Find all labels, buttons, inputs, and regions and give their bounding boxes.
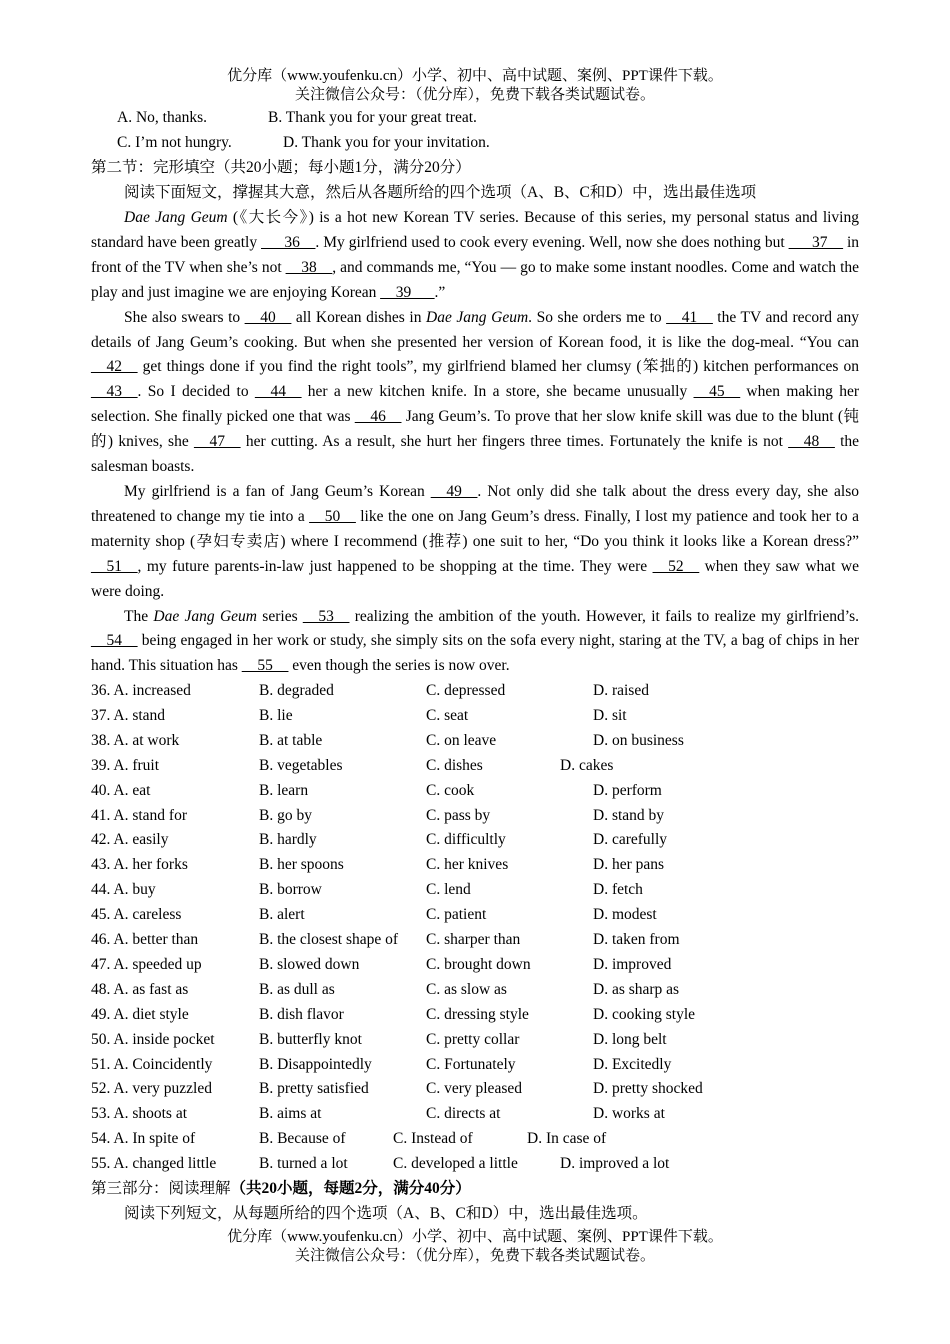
question-37-option-d: D. sit (593, 706, 627, 724)
question-45-option-a: 45. A. careless (91, 906, 182, 924)
question-39-option-b: B. vegetables (259, 756, 343, 774)
question-54-option-a: 54. A. In spite of (91, 1130, 196, 1148)
question-51-option-b: B. Disappointedly (259, 1055, 372, 1073)
question-54-option-b: B. Because of (259, 1130, 346, 1148)
question-54-option-c: C. Instead of (393, 1130, 473, 1148)
question-49-option-d: D. cooking style (593, 1005, 696, 1023)
question-37-option-a: 37. A. stand (91, 706, 166, 724)
question-55-option-b: B. turned a lot (259, 1155, 348, 1173)
question-47-option-d: D. improved (593, 955, 672, 973)
question-43-option-b: B. her spoons (259, 856, 344, 874)
question-43-option-a: 43. A. her forks (91, 856, 188, 874)
question-37-option-c: C. seat (426, 706, 469, 724)
blank-44: __44__ (254, 383, 302, 401)
blank-38: __38__ (285, 258, 333, 276)
question-51-option-d: D. Excitedly (593, 1055, 672, 1073)
section2-instruction: 阅读下面短文，撑握其大意，然后从各题所给的四个选项（A、B、C和D）中，选出最佳选项 (124, 184, 757, 201)
page-footer-line1: 优分库（www.youfenku.cn）小学、初中、高中试题、案例、PPT课件下载。 (227, 1229, 723, 1245)
question-52-option-c: C. very pleased (426, 1080, 522, 1098)
blank-37: ___37__ (788, 233, 843, 251)
blank-49: __49__ (430, 482, 478, 500)
question-40-option-c: C. cook (426, 781, 475, 799)
passage-paragraph-3: My girlfriend is a fan of Jang Geum’s Korean __49__. Not only did she talk about the dress every day, she also threatened to change my tie into a __50__ like the one on Jang Geum’s dress. Finally, I lost my patience and took her to a maternity shop (孕妇专卖店) where I recommend (推荐) one suit to her, “Do you think it looks like a Korean dress?” __51__, my future parents-in-law just happened to be shopping at the time. They were __52__ when they saw what we were doing. (91, 482, 859, 600)
question-46-option-c: C. sharper than (426, 931, 521, 948)
question-55-option-d: D. improved a lot (560, 1155, 670, 1173)
section3-instruction: 阅读下列短文，从每题所给的四个选项（A、B、C和D）中，选出最佳选项。 (124, 1205, 648, 1222)
question-44-option-d: D. fetch (593, 881, 643, 899)
question-36-option-c: C. depressed (426, 682, 506, 699)
question-43-option-c: C. her knives (426, 856, 509, 874)
section2-title: 第二节：完形填空（共20小题；每小题1分，满分20分） (91, 159, 471, 176)
question-49-option-a: 49. A. diet style (91, 1005, 189, 1023)
question-38-option-c: C. on leave (426, 731, 497, 749)
question-45-option-c: C. patient (426, 906, 487, 924)
blank-54: __54__ (91, 632, 138, 650)
question-55-option-c: C. developed a little (393, 1155, 518, 1173)
question-39-option-d: D. cakes (560, 756, 614, 774)
prev-option-b: B. Thank you for your great treat. (268, 109, 477, 126)
question-41-option-c: C. pass by (426, 806, 491, 824)
prev-option-c: C. I’m not hungry. (117, 134, 232, 151)
blank-39: __39___ (380, 283, 435, 301)
question-47-option-b: B. slowed down (259, 955, 360, 973)
question-42-option-d: D. carefully (593, 831, 668, 849)
section3-title: 第三部分：阅读理解（共20小题，每题2分，满分40分） (91, 1180, 471, 1197)
question-44-option-a: 44. A. buy (91, 881, 156, 899)
blank-52: __52__ (652, 557, 700, 575)
question-48-option-c: C. as slow as (426, 980, 507, 998)
question-41-option-a: 41. A. stand for (91, 806, 188, 824)
cloze-passage (91, 206, 859, 679)
question-36-option-a: 36. A. increased (91, 682, 191, 699)
question-46-option-b: B. the closest shape of (259, 931, 399, 948)
question-47-option-a: 47. A. speeded up (91, 955, 202, 973)
question-42-option-a: 42. A. easily (91, 831, 169, 849)
passage-paragraph-4: The Dae Jang Geum series __53__ realizing the ambition of the youth. However, it fails to realize my girlfriend’s. __54__ being engaged in her work or study, she simply sits on the sofa every night, staring at the TV, a bag of chips in her hand. This situation has __55__ even though the series is now over. (91, 607, 859, 675)
passage-paragraph-1: Dae Jang Geum (《大长今》) is a hot new Korean TV series. Because of this series, my personal status and living standard have been greatly ___36__. My girlfriend used to cook every evening. Well, now she does nothing but ___37__ in front of the TV when she’s not __38__, and commands me, “You — go to make some instant noodles. Come and watch the play and just imagine we are enjoying Korean __39___.” (91, 209, 860, 301)
question-53-option-a: 53. A. shoots at (91, 1105, 188, 1123)
blank-50: __50__ (309, 507, 356, 525)
question-53-option-b: B. aims at (259, 1105, 322, 1123)
question-46-option-d: D. taken from (593, 931, 680, 948)
question-52-option-a: 52. A. very puzzled (91, 1080, 212, 1098)
question-48-option-a: 48. A. as fast as (91, 980, 189, 998)
question-48-option-b: B. as dull as (259, 980, 335, 998)
question-38-option-d: D. on business (593, 731, 684, 749)
question-49-option-c: C. dressing style (426, 1005, 529, 1023)
question-50-option-d: D. long belt (593, 1030, 667, 1048)
question-37-option-b: B. lie (259, 706, 293, 724)
question-45-option-b: B. alert (259, 906, 305, 924)
prev-option-a: A. No, thanks. (117, 109, 207, 126)
question-52-option-b: B. pretty satisfied (259, 1080, 369, 1098)
question-52-option-d: D. pretty shocked (593, 1080, 703, 1098)
question-41-option-b: B. go by (259, 806, 312, 824)
blank-42: __42__ (91, 358, 138, 376)
blank-51: __51__ (91, 557, 138, 575)
blank-41: __41__ (666, 308, 713, 326)
question-36-option-b: B. degraded (259, 682, 334, 699)
question-55-option-a: 55. A. changed little (91, 1155, 217, 1173)
question-46-option-a: 46. A. better than (91, 931, 199, 948)
blank-47: __47__ (194, 433, 241, 451)
prev-option-d: D. Thank you for your invitation. (283, 134, 490, 151)
blank-46: __46__ (354, 408, 402, 426)
page-header-line2: 关注微信公众号：（优分库），免费下载各类试题试卷。 (294, 87, 655, 103)
blank-53: __53__ (302, 607, 350, 625)
question-39-option-a: 39. A. fruit (91, 756, 160, 774)
question-50-option-c: C. pretty collar (426, 1030, 520, 1048)
passage-paragraph-2: She also swears to __40__ all Korean dishes in Dae Jang Geum. So she orders me to __41__ the TV and record any details of Jang Geum’s cooking. But when she presented her version of Korean food, it is like the dog-meal. “You can __42__ get things done if you find the right tools”, my girlfriend blamed her clumsy (笨拙的) kitchen performances on __43__. So I decided to __44__ her a new kitchen knife. In a store, she became unusually __45__ when making her selection. She finally picked one that was __46__ Jang Geum’s. To prove that her slow knife skill was due to the blunt (钝的) knives, she __47__ her cutting. As a result, she hurt her fingers three times. Fortunately the knife is not __48__ the salesman boasts. (91, 308, 860, 476)
blank-45: __45__ (693, 383, 741, 401)
question-47-option-c: C. brought down (426, 955, 531, 973)
question-53-option-c: C. directs at (426, 1105, 501, 1123)
question-48-option-d: D. as sharp as (593, 980, 680, 998)
blank-36: ___36__ (261, 233, 316, 251)
question-43-option-d: D. her pans (593, 856, 665, 874)
page-footer-line2: 关注微信公众号：（优分库），免费下载各类试题试卷。 (294, 1248, 655, 1264)
question-51-option-c: C. Fortunately (426, 1055, 516, 1073)
question-50-option-b: B. butterfly knot (259, 1030, 362, 1048)
question-40-option-d: D. perform (593, 781, 662, 799)
question-44-option-c: C. lend (426, 881, 471, 899)
question-42-option-c: C. difficultly (426, 831, 506, 849)
question-41-option-d: D. stand by (593, 806, 665, 824)
blank-55: __55__ (241, 657, 289, 675)
question-42-option-b: B. hardly (259, 831, 317, 849)
question-54-option-d: D. In case of (527, 1130, 607, 1148)
question-40-option-a: 40. A. eat (91, 781, 151, 799)
blank-48: __48__ (788, 433, 835, 451)
question-49-option-b: B. dish flavor (259, 1005, 344, 1023)
blank-43: __43__ (91, 383, 138, 401)
question-44-option-b: B. borrow (259, 881, 322, 899)
question-45-option-d: D. modest (593, 906, 657, 924)
question-51-option-a: 51. A. Coincidently (91, 1055, 213, 1073)
question-50-option-a: 50. A. inside pocket (91, 1030, 215, 1048)
question-38-option-b: B. at table (259, 731, 323, 749)
question-40-option-b: B. learn (259, 781, 309, 799)
blank-40: __40__ (244, 308, 292, 326)
question-39-option-c: C. dishes (426, 756, 483, 774)
question-53-option-d: D. works at (593, 1105, 665, 1123)
question-38-option-a: 38. A. at work (91, 731, 180, 749)
question-36-option-d: D. raised (593, 682, 649, 699)
page-header-line1: 优分库（www.youfenku.cn）小学、初中、高中试题、案例、PPT课件下载。 (227, 68, 723, 84)
